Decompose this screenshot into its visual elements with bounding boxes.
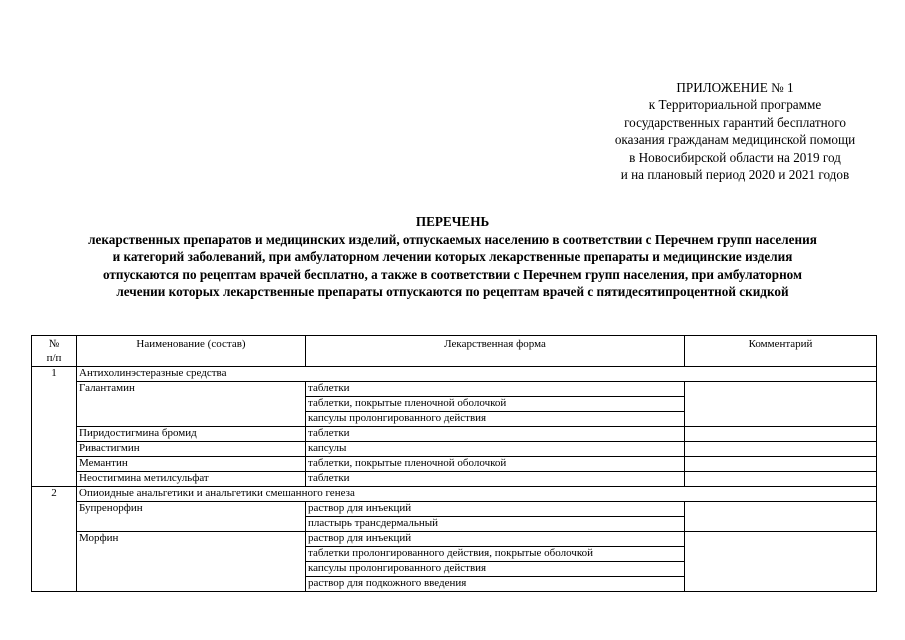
document-heading <box>0 213 905 301</box>
dosage-form: капсулы пролонгированного действия <box>306 412 685 427</box>
dosage-form: капсулы пролонгированного действия <box>306 562 685 577</box>
heading-line: отпускаются по рецептам врачей бесплатно, а также в соответствии с Перечнем групп населения, при амбулаторном <box>102 266 802 282</box>
drug-name: Мемантин <box>77 457 306 472</box>
appendix-line: государственных гарантий бесплатного <box>624 114 846 130</box>
table-row <box>32 457 877 472</box>
drug-name: Бупренорфин <box>77 502 306 532</box>
drug-name: Галантамин <box>77 382 306 427</box>
table-row <box>32 382 877 397</box>
group-row <box>32 367 877 382</box>
appendix-line: ПРИЛОЖЕНИЕ № 1 <box>676 80 794 95</box>
table-row <box>32 442 877 457</box>
dosage-form: таблетки <box>306 427 685 442</box>
dosage-form: капсулы <box>306 442 685 457</box>
table-body <box>32 367 877 592</box>
appendix-block <box>560 79 905 183</box>
group-number: 1 <box>32 367 77 487</box>
header-number-line: № <box>48 338 60 350</box>
dosage-form: таблетки <box>306 472 685 487</box>
dosage-form: пластырь трансдермальный <box>306 517 685 532</box>
header-comment: Комментарий <box>685 336 877 367</box>
header-name: Наименование (состав) <box>77 336 306 367</box>
comment-cell <box>685 382 877 427</box>
group-number: 2 <box>32 487 77 592</box>
dosage-form: раствор для подкожного введения <box>306 577 685 592</box>
dosage-form: таблетки, покрытые пленочной оболочкой <box>306 397 685 412</box>
appendix-line: к Территориальной программе <box>648 97 822 113</box>
document-title: ПЕРЕЧЕНЬ <box>415 214 490 229</box>
comment-cell <box>685 427 877 442</box>
appendix-line: в Новосибирской области на 2019 год <box>629 149 841 165</box>
group-row <box>32 487 877 502</box>
appendix-line: оказания гражданам медицинской помощи <box>614 132 856 148</box>
comment-cell <box>685 532 877 592</box>
heading-line: лечении которых лекарственные препараты отпускаются по рецептам врачей с пятидесятипроцентной скидкой <box>116 284 789 300</box>
header-form: Лекарственная форма <box>306 336 685 367</box>
table-row <box>32 472 877 487</box>
comment-cell <box>685 502 877 532</box>
group-title: Антихолинэстеразные средства <box>77 367 877 382</box>
table-row <box>32 427 877 442</box>
dosage-form: таблетки пролонгированного действия, покрытые оболочкой <box>306 547 685 562</box>
table-header-row <box>32 336 877 367</box>
dosage-form: таблетки <box>306 382 685 397</box>
comment-cell <box>685 442 877 457</box>
dosage-form: раствор для инъекций <box>306 502 685 517</box>
drug-name: Неостигмина метилсульфат <box>77 472 306 487</box>
drug-name: Пиридостигмина бромид <box>77 427 306 442</box>
table-row <box>32 502 877 517</box>
header-number-line: п/п <box>46 351 62 364</box>
dosage-form: таблетки, покрытые пленочной оболочкой <box>306 457 685 472</box>
drug-name: Ривастигмин <box>77 442 306 457</box>
table-row <box>32 532 877 547</box>
medications-table <box>31 335 877 592</box>
heading-line: лекарственных препаратов и медицинских изделий, отпускаемых населению в соответствии с Перечнем групп населения <box>88 231 817 247</box>
drug-name: Морфин <box>77 532 306 592</box>
header-number <box>32 336 77 367</box>
heading-line: и категорий заболеваний, при амбулаторном лечении которых лекарственные препараты и медицинские изделия <box>112 249 793 265</box>
appendix-line: и на плановый период 2020 и 2021 годов <box>620 167 850 183</box>
comment-cell <box>685 457 877 472</box>
group-title: Опиоидные анальгетики и анальгетики смешанного генеза <box>77 487 877 502</box>
comment-cell <box>685 472 877 487</box>
dosage-form: раствор для инъекций <box>306 532 685 547</box>
